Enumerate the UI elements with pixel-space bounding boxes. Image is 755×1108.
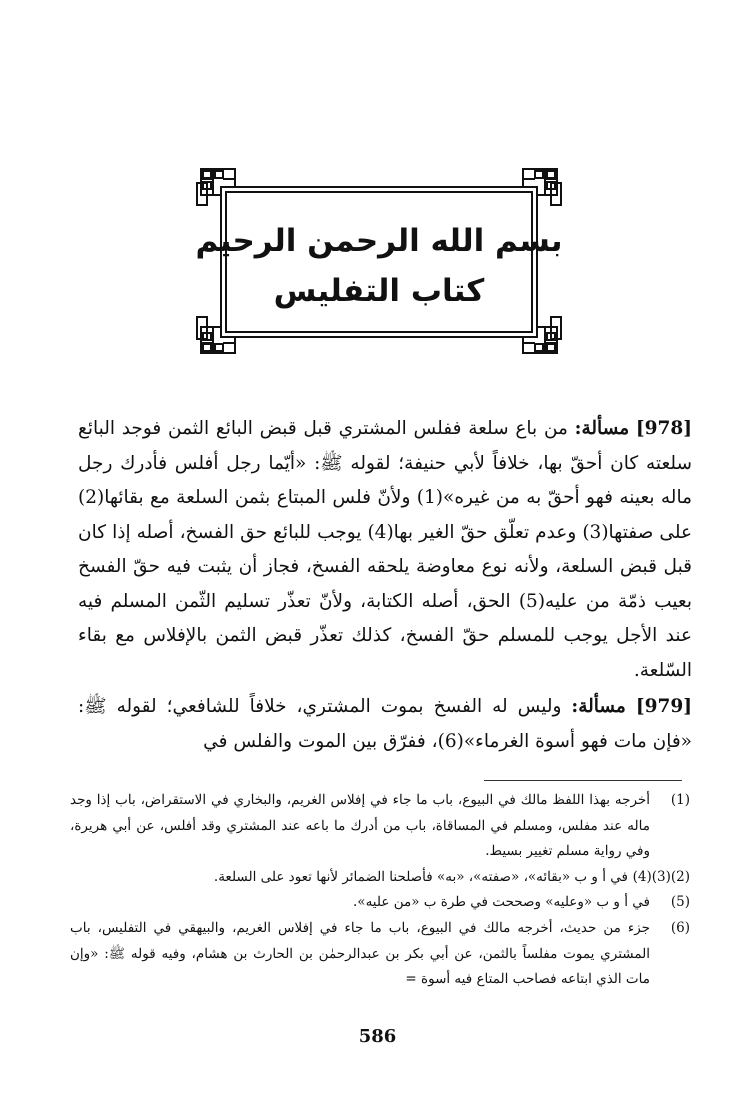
footnote-separator (484, 780, 682, 781)
footnote-text: جزء من حديث، أخرجه مالك في البيوع، باب ما جاء في إفلاس الغريم، والبيهقي في التفليس، باب المشتري يموت مفلساً بالثمن، عن أبي بكر بن عبدالرحمٰن بن الحارث بن هشام، وفيه قوله ﷺ: «وإن مات الذي ابتاعه فصاحب المتاع فيه أسوة = (70, 919, 650, 988)
paragraph-979 (78, 690, 692, 759)
footnotes (70, 788, 690, 993)
issue-number: [979] (635, 696, 692, 717)
basmala-heading: بسم الله الرحمن الرحيم (195, 223, 563, 259)
paragraph-text: من باع سلعة ففلس المشتري قبل قبض البائع الثمن فوجد البائع سلعته كان أحقّ بها، خلافاً لأبي حنيفة؛ لقوله ﷺ: «أيّما رجل أفلس فأدرك رجل ماله بعينه فهو أحقّ به من غيره»(1) ولأنّ فلس المبتاع بثمن السلعة مع بقائها(2) على صفتها(3) وعدم تعلّق حقّ الغير بها(4) يوجب للبائع حق الفسخ، أصله إذا كان قبل قبض السلعة، ولأنه نوع معاوضة يلحقه الفسخ، فجاز أن يثبت فيه حقّ الفسخ بعيب ذمّة من عليه(5) الحق، أصله الكتابة، ولأنّ تعذّر تسليم الثّمن المسلم فيه عند الأجل يوجب للمسلم حقّ الفسخ، كذلك تعذّر قبض الثمن بالإفلاس مع بقاء السّلعة. (78, 418, 692, 681)
ornamental-border (193, 165, 565, 357)
paragraph-text: وليس له الفسخ بموت المشتري، خلافاً للشافعي؛ لقوله ﷺ: «فإن مات فهو أسوة الغرماء»(6)، ففرّق بين الموت والفلس في (78, 696, 692, 752)
footnote-text: أخرجه بهذا اللفظ مالك في البيوع، باب ما جاء في إفلاس الغريم، والبخاري في الاستقراض، باب إذا وجد ماله عند مفلس، ومسلم في المساقاة، باب من أدرك ما باعه عند المشتري وقد أفلس، عن أبي هريرة، وفي رواية مسلم تغيير بسيط. (70, 792, 650, 860)
page-number: 586 (358, 1026, 397, 1047)
footnote-number: (6) (670, 919, 690, 936)
footnote-number: (5) (670, 894, 690, 911)
paragraph-978 (78, 412, 692, 688)
footnote-text: في أ و ب «وعليه» وصححت في طرة ب «من عليه». (353, 894, 650, 911)
footnote (70, 890, 690, 916)
footnote-text: في أ و ب «بقائه»، «صفته»، «به» فأصلحنا الضمائر لأنها تعود على السلعة. (213, 868, 628, 885)
footnote (70, 865, 690, 891)
issue-number: [978] (635, 418, 692, 439)
footnote (70, 916, 690, 993)
footnote-number: (1) (670, 792, 690, 808)
main-text (78, 412, 692, 759)
title-frame (193, 165, 565, 357)
footnote (70, 788, 690, 865)
issue-label: مسألة: (574, 418, 630, 439)
footnote-number: (2)(3)(4) (632, 868, 690, 885)
issue-label: مسألة: (571, 696, 626, 717)
book-title: كتاب التفليس (273, 273, 485, 309)
